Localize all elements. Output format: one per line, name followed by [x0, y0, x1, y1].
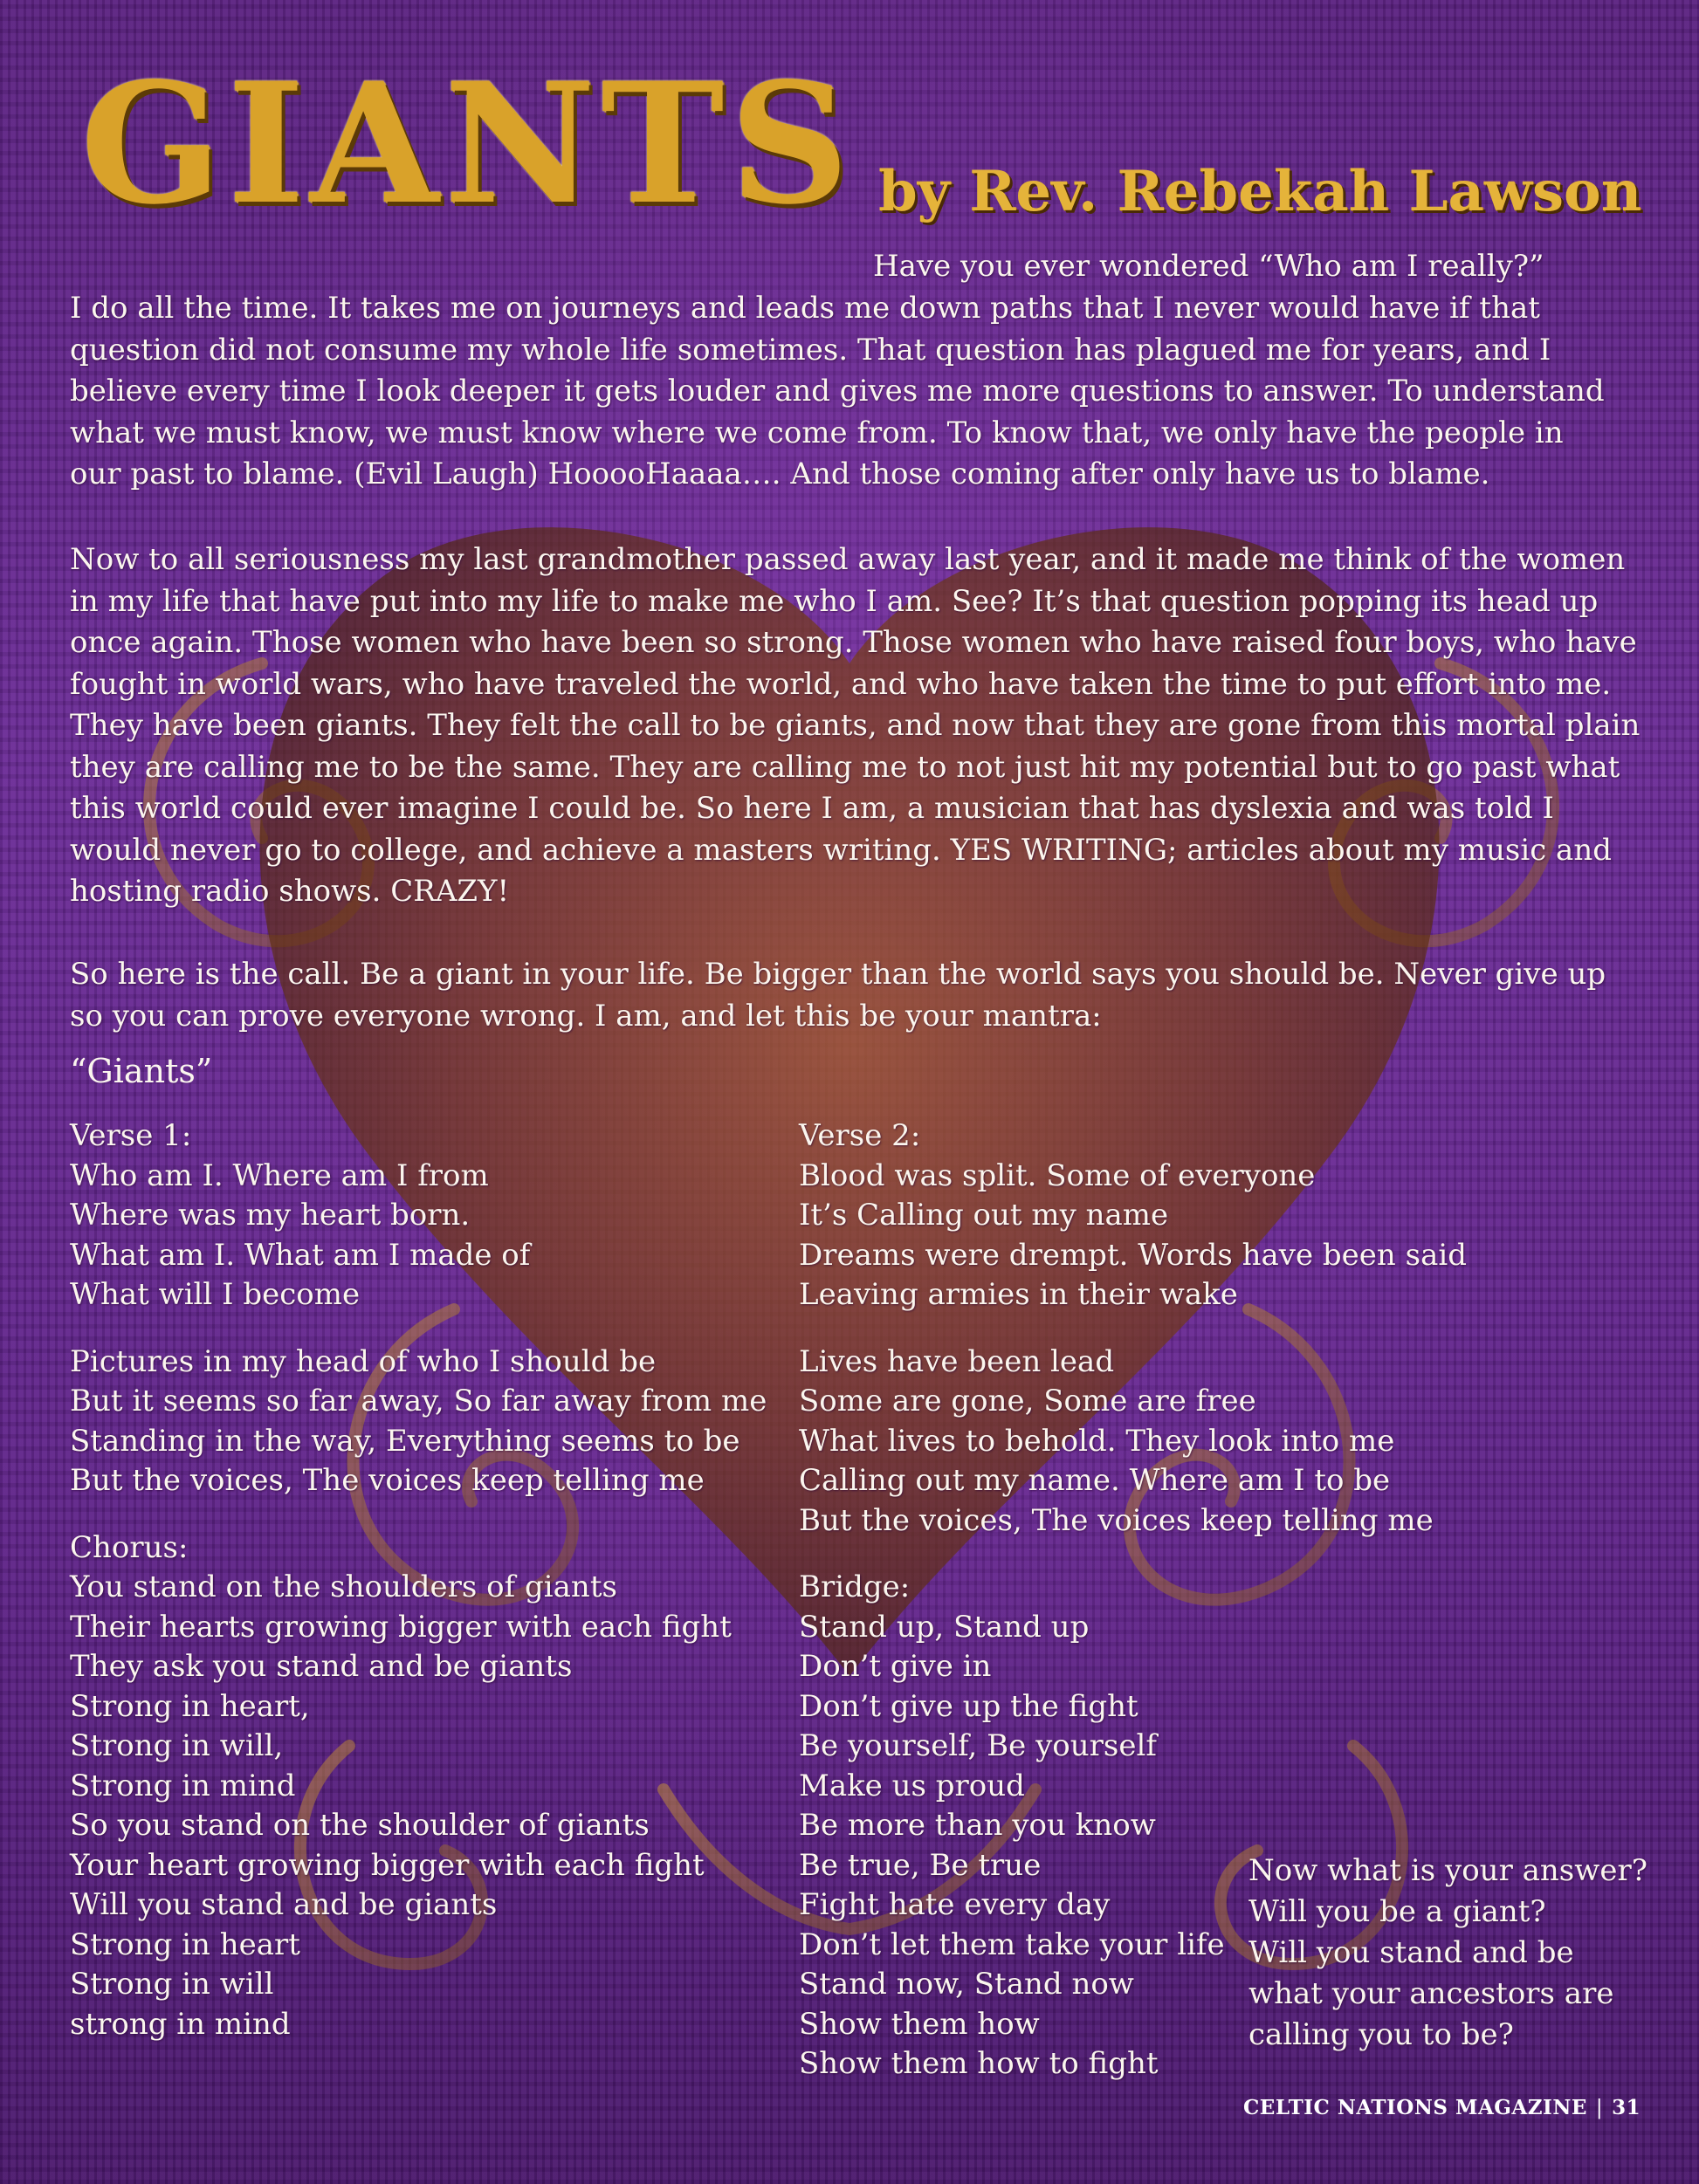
lyric-line: Blood was split. Some of everyone [799, 1157, 1316, 1193]
footer-separator: | [1595, 2097, 1604, 2119]
lyric-line: Fight hate every day [799, 1887, 1111, 1922]
lyric-line: Strong in will [70, 1967, 274, 2002]
closing-line: calling you to be? [1248, 2017, 1514, 2052]
bridge-stanza [799, 1568, 1253, 2084]
verse-1-stanza [70, 1116, 786, 1315]
lyric-line: Strong in heart [70, 1926, 300, 1962]
page-number: 31 [1612, 2096, 1641, 2119]
lyric-line: Will you stand and be giants [70, 1887, 498, 1922]
paragraph-3: So here is the call. Be a giant in your life. Be bigger than the world says you should be. Never give up so you can prove everyone wrong. I am, and let this be your mantra: [70, 957, 1606, 1034]
page-footer [1243, 2096, 1641, 2119]
lyric-line: So you stand on the shoulder of giants [70, 1808, 650, 1843]
closing-line: Will you stand and be [1248, 1935, 1574, 1970]
lyric-line: What am I. What am I made of [70, 1237, 531, 1273]
lyric-line: Strong in mind [70, 1768, 296, 1803]
lyric-line: Calling out my name. Where am I to be [799, 1463, 1391, 1498]
lyric-line: Be true, Be true [799, 1847, 1042, 1883]
lyric-line: Be yourself, Be yourself [799, 1728, 1157, 1763]
lyric-line: Some are gone, Some are free [799, 1384, 1256, 1418]
lyric-line: Don’t give in [799, 1649, 992, 1684]
lyric-line: Verse 1: [70, 1118, 192, 1153]
closing-line: Now what is your answer? [1248, 1853, 1647, 1888]
verse-2-continuation-stanza [799, 1343, 1434, 1542]
lyric-line: strong in mind [70, 2006, 291, 2042]
paragraph-1-line: what we must know, we must know where we come from. To know that, we only have the people in [70, 415, 1564, 450]
lyric-line: Show them how [799, 2006, 1040, 2042]
lyric-line: Leaving armies in their wake [799, 1277, 1238, 1312]
lyric-line: Their hearts growing bigger with each fight [70, 1609, 732, 1645]
lyric-line: Lives have been lead [799, 1343, 1115, 1379]
song-title: “Giants” [70, 1052, 213, 1090]
verse-2-stanza [799, 1116, 1467, 1315]
lyric-line: But the voices, The voices keep telling me [70, 1463, 705, 1498]
lyric-line: Strong in heart, [70, 1688, 310, 1724]
lyrics-left-column [70, 1116, 786, 2071]
lyric-line: Verse 2: [799, 1118, 921, 1153]
paragraph-1-line: question did not consume my whole life sometimes. That question has plagued me for years, and I [70, 332, 1551, 367]
closing-question [1248, 1851, 1647, 2056]
lyric-line: Be more than you know [799, 1808, 1156, 1843]
lyric-line: Standing in the way, Everything seems to be [70, 1423, 740, 1459]
lyric-line: They ask you stand and be giants [70, 1649, 573, 1684]
lyric-line: Where was my heart born. [70, 1198, 471, 1233]
magazine-name: CELTIC NATIONS MAGAZINE [1243, 2096, 1587, 2119]
lyric-line: What lives to behold. They look into me [799, 1423, 1395, 1459]
paragraph-1-line: believe every time I look deeper it gets louder and gives me more questions to answer. To understand [70, 374, 1605, 409]
verse-1-continuation-stanza [70, 1343, 786, 1501]
lyric-line: Make us proud [799, 1768, 1025, 1803]
lyric-line: But it seems so far away, So far away from me [70, 1384, 767, 1418]
lyric-line: Bridge: [799, 1569, 911, 1604]
lyric-line: It’s Calling out my name [799, 1198, 1169, 1233]
paragraph-1 [70, 288, 1641, 496]
paragraph-2: Now to all seriousness my last grandmother passed away last year, and it made me think of the women in my life that have put into my life to make me who I am. See? It’s that question popping its head up once again. Those women who have been so strong. Those women who have raised four boys, who have fought in world wars, who have traveled the world, and who have taken the time to put effort into me. They have been giants. They felt the call to be giants, and now that they are gone from this mortal plain they are calling me to be the same. They are calling me to not just hit my potential but to go past what this world could ever imagine I could be. So here I am, a musician that has dyslexia and was told I would never go to college, and achieve a masters writing. YES WRITING; articles about my music and hosting radio shows. CRAZY! [70, 542, 1641, 909]
lyric-line: Who am I. Where am I from [70, 1157, 489, 1193]
paragraph-1-line: our past to blame. (Evil Laugh) HooooHaaaa…. And those coming after only have us to blame. [70, 457, 1490, 491]
closing-line: Will you be a giant? [1248, 1894, 1546, 1929]
lyric-line: But the voices, The voices keep telling me [799, 1502, 1434, 1538]
lyric-line: Don’t let them take your life [799, 1926, 1225, 1962]
lyric-line: What will I become [70, 1277, 361, 1312]
lyric-line: Dreams were drempt. Words have been said [799, 1237, 1467, 1273]
lyric-line: Show them how to fight [799, 2046, 1159, 2081]
lyric-line: Don’t give up the fight [799, 1688, 1138, 1724]
article-byline: by Rev. Rebekah Lawson [878, 159, 1642, 224]
closing-line: what your ancestors are [1248, 1976, 1614, 2011]
lyric-line: Your heart growing bigger with each fight [70, 1847, 705, 1883]
chorus-stanza [70, 1528, 786, 2045]
paragraph-1-line: I do all the time. It takes me on journeys and leads me down paths that I never would have if that [70, 291, 1540, 326]
lead-first-line: Have you ever wondered “Who am I really?” [873, 249, 1544, 284]
lyric-line: Stand now, Stand now [799, 1967, 1134, 2002]
lyric-line: Strong in will, [70, 1728, 284, 1763]
lyric-line: Pictures in my head of who I should be [70, 1343, 657, 1379]
lyric-line: You stand on the shoulders of giants [70, 1569, 617, 1604]
lyric-line: Stand up, Stand up [799, 1609, 1090, 1645]
article-title: GIANTS [80, 46, 855, 241]
lyric-line: Chorus: [70, 1529, 189, 1565]
